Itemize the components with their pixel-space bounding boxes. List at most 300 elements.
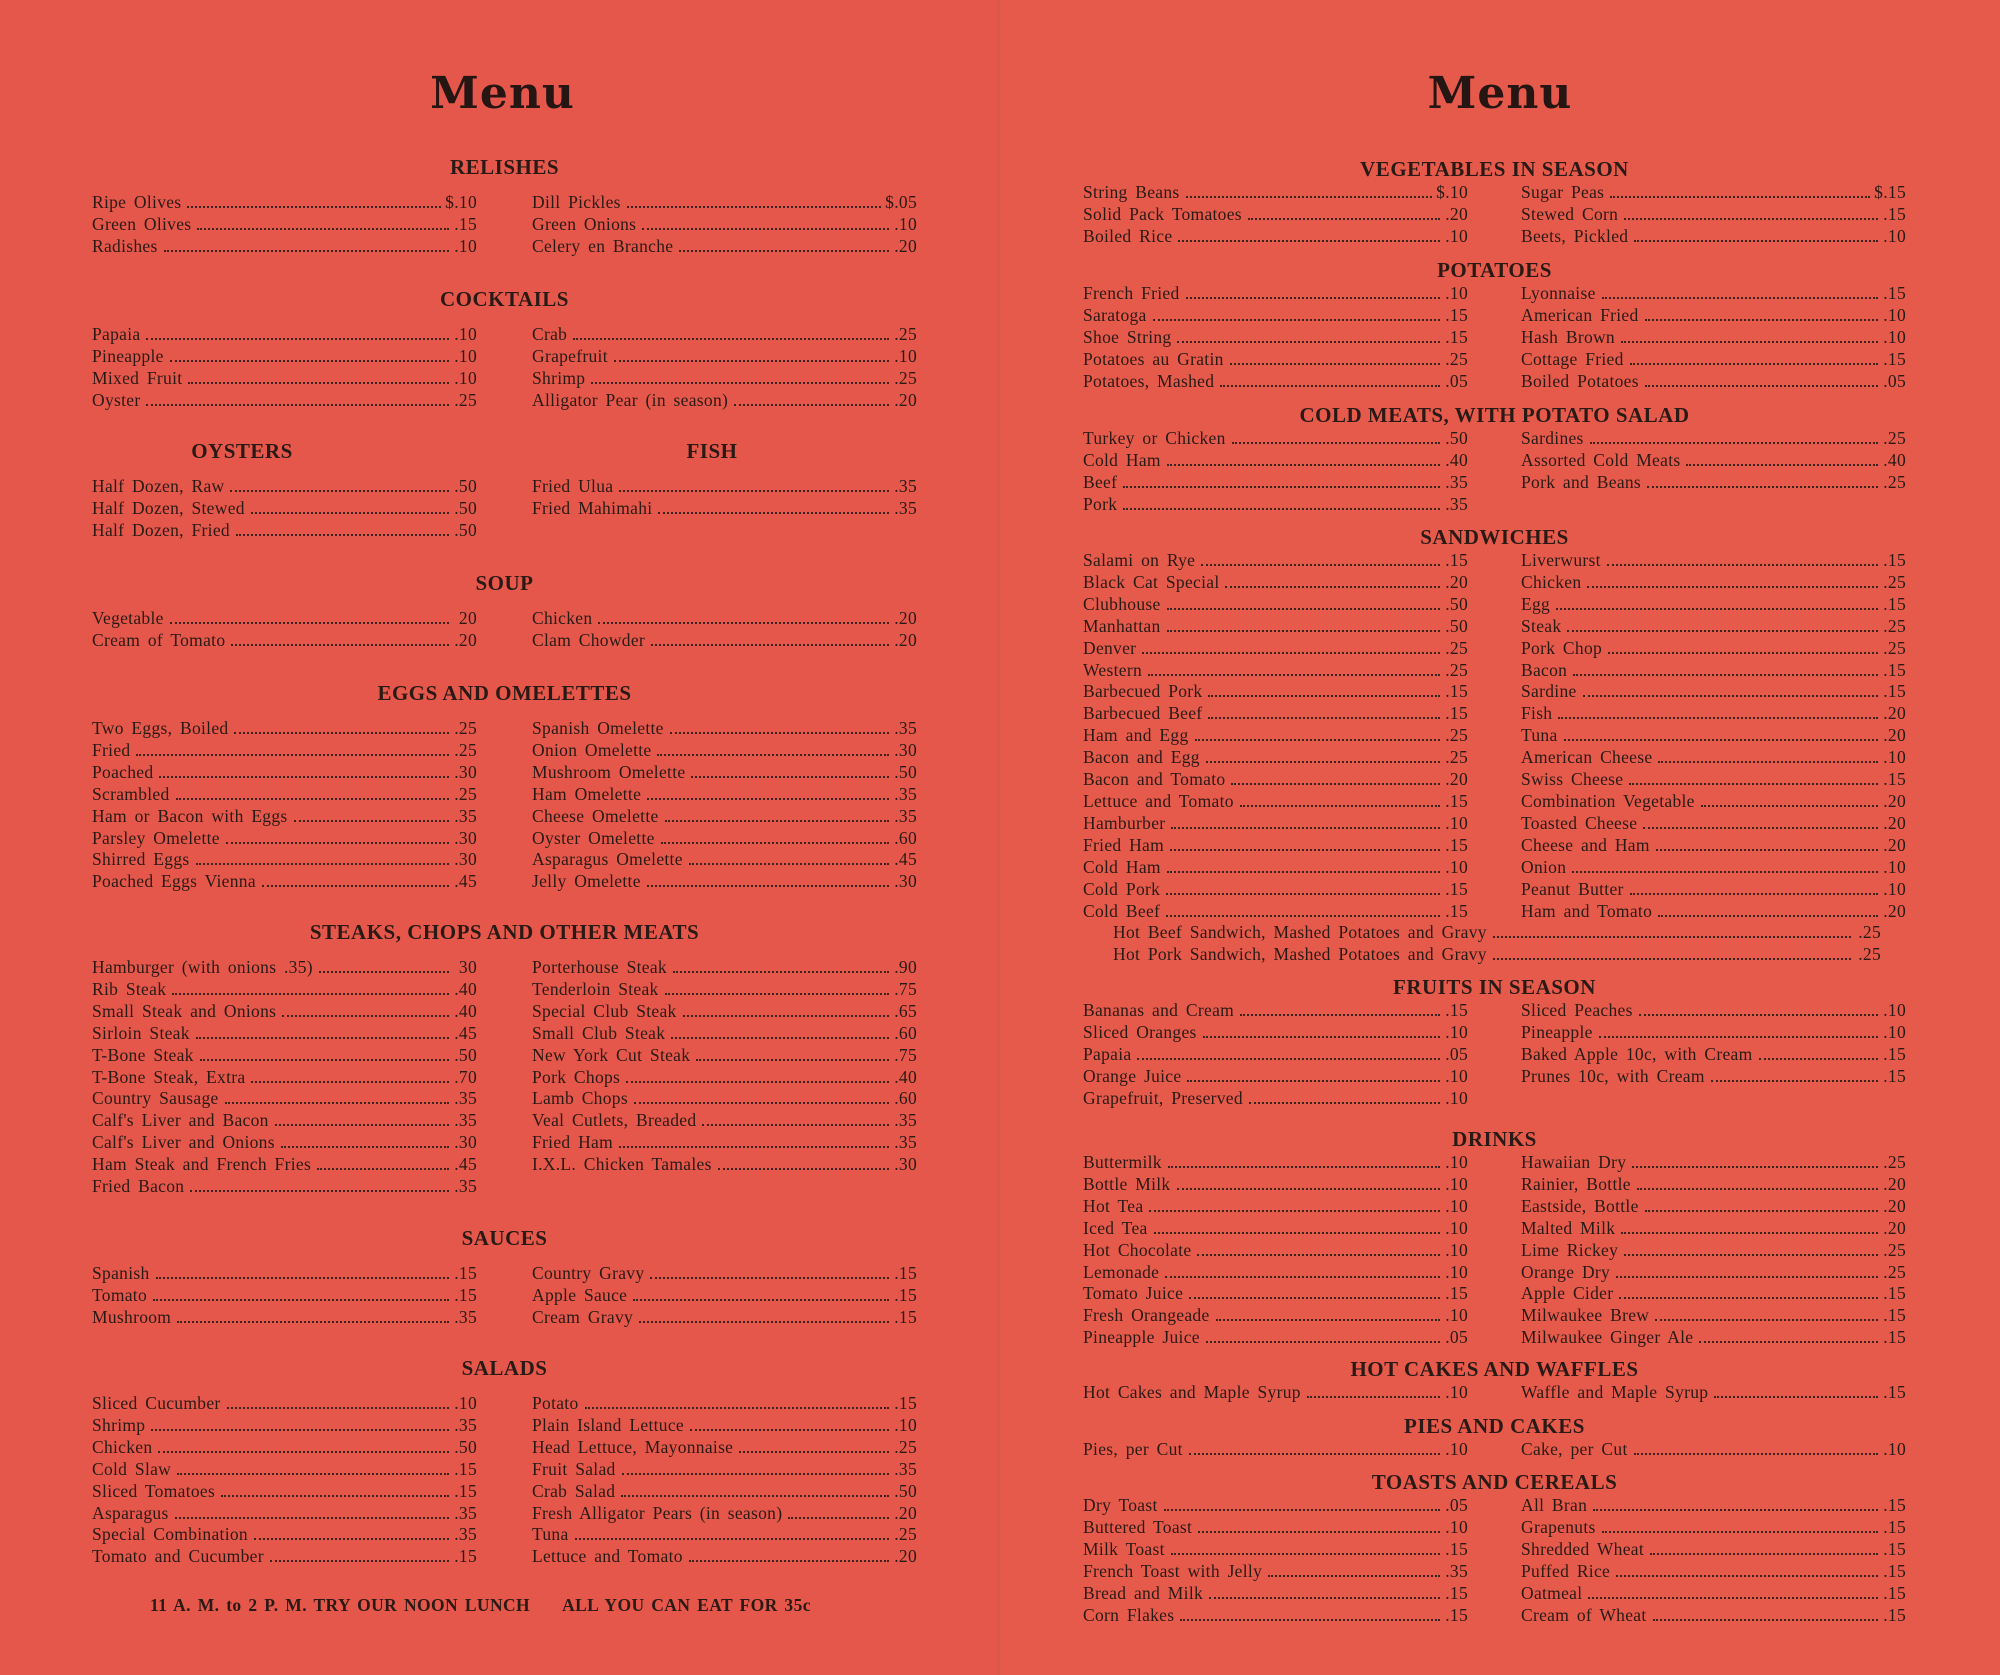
- item-name: Small Club Steak: [532, 1022, 666, 1043]
- item-price: .15: [894, 1263, 917, 1283]
- dot-leader: [1556, 608, 1878, 610]
- dot-leader: [1167, 464, 1440, 466]
- item-price: .35: [894, 497, 917, 518]
- menu-item: [532, 1524, 917, 1546]
- menu-item: [92, 784, 477, 806]
- item-price: .15: [454, 1284, 477, 1305]
- item-price: .15: [1445, 1604, 1468, 1625]
- menu-item: [1521, 1240, 1906, 1262]
- dot-leader: [673, 971, 889, 973]
- menu-item: [1083, 283, 1468, 305]
- item-name: Hamburber: [1083, 812, 1166, 833]
- item-price: .15: [894, 1284, 917, 1305]
- item-price: .50: [894, 1480, 917, 1501]
- item-price: .20: [1883, 834, 1906, 855]
- item-name: Grapenuts: [1521, 1516, 1596, 1537]
- item-price: .10: [1883, 1439, 1906, 1459]
- item-price: .40: [1883, 449, 1906, 470]
- item-price: .15: [454, 1546, 477, 1567]
- menu-item: [1521, 182, 1906, 204]
- dot-leader: [1593, 1509, 1878, 1511]
- item-name: Rib Steak: [92, 978, 167, 999]
- menu-item: [532, 1263, 917, 1285]
- item-price: .15: [1883, 659, 1906, 680]
- item-price: .15: [1883, 348, 1906, 369]
- dot-leader: [642, 228, 889, 230]
- menu-item: [1521, 550, 1906, 572]
- dot-leader: [1189, 1453, 1440, 1455]
- item-name: Ham and Tomato: [1521, 900, 1653, 921]
- item-price: .10: [1883, 1000, 1906, 1020]
- item-name: Scrambled: [92, 783, 170, 804]
- item-name: Clam Chowder: [532, 629, 646, 650]
- item-column: [1521, 1495, 1906, 1626]
- dot-leader: [702, 1124, 889, 1126]
- menu-item: [92, 1285, 477, 1307]
- menu-item: [1521, 879, 1906, 901]
- menu-item: [1521, 791, 1906, 813]
- dot-leader: [1608, 652, 1878, 654]
- menu-item: [1521, 1044, 1906, 1066]
- menu-item: [1521, 594, 1906, 616]
- dot-leader: [1220, 385, 1440, 387]
- dot-leader: [1240, 805, 1440, 807]
- item-name: Bananas and Cream: [1083, 1000, 1235, 1020]
- item-price: .35: [894, 476, 917, 496]
- item-price: .20: [454, 629, 477, 650]
- dot-leader: [1573, 674, 1878, 676]
- dot-leader: [1170, 849, 1440, 851]
- item-price: .40: [894, 1066, 917, 1087]
- menu-item: [1083, 349, 1468, 371]
- menu-item: [1521, 813, 1906, 835]
- item-price: .05: [1445, 1327, 1468, 1348]
- menu-item: [532, 1437, 917, 1459]
- item-price: .20: [894, 629, 917, 650]
- item-price: .35: [894, 1132, 917, 1153]
- item-name: Fresh Alligator Pears (in season): [532, 1502, 783, 1523]
- item-name: Tomato Juice: [1083, 1283, 1184, 1304]
- dot-leader: [1123, 508, 1440, 510]
- item-price: .10: [1445, 283, 1468, 303]
- item-name: Lyonnaise: [1521, 283, 1596, 303]
- item-price: .15: [1883, 1043, 1906, 1064]
- item-name: Chicken: [92, 1436, 153, 1457]
- item-name: Half Dozen, Stewed: [92, 497, 245, 518]
- menu-item: [1083, 1196, 1468, 1218]
- menu-item: [92, 1110, 477, 1132]
- menu-item: [1521, 857, 1906, 879]
- menu-item: [92, 1481, 477, 1503]
- item-price: .35: [1445, 1560, 1468, 1581]
- item-name: Onion: [1521, 856, 1567, 877]
- section-heading: COCKTAILS: [440, 287, 569, 311]
- item-price: .20: [1883, 790, 1906, 811]
- menu-item: [532, 1067, 917, 1089]
- menu-item: [1083, 769, 1468, 791]
- menu-item: [532, 762, 917, 784]
- dot-leader: [1588, 1597, 1878, 1599]
- item-price: .50: [454, 1044, 477, 1065]
- item-price: .10: [1445, 1305, 1468, 1326]
- item-price: .20: [894, 389, 917, 410]
- dot-leader: [1645, 385, 1878, 387]
- item-price: .25: [1883, 1261, 1906, 1282]
- dot-leader: [647, 798, 889, 800]
- item-price: .50: [454, 476, 477, 496]
- item-price: .20: [1883, 1195, 1906, 1216]
- dot-leader: [1632, 1166, 1878, 1168]
- item-price: .05: [1445, 1495, 1468, 1515]
- dot-leader: [689, 863, 889, 865]
- section-hotcakes: [1083, 1357, 1906, 1404]
- item-price: .35: [1445, 471, 1468, 492]
- item-name: Oyster: [92, 389, 141, 410]
- menu-item: [532, 1088, 917, 1110]
- dot-leader: [622, 1473, 889, 1475]
- menu-item: [1521, 226, 1906, 248]
- dot-leader: [1148, 674, 1440, 676]
- menu-item: [1083, 660, 1468, 682]
- dot-leader: [1137, 1058, 1440, 1060]
- dot-leader: [1153, 319, 1440, 321]
- dot-leader: [1208, 717, 1440, 719]
- item-name: New York Cut Steak: [532, 1044, 691, 1065]
- section-heading: EGGS AND OMELETTES: [377, 681, 632, 705]
- dot-leader: [690, 1429, 889, 1431]
- dot-leader: [1714, 1396, 1878, 1398]
- menu-item: [1083, 1174, 1468, 1196]
- menu-item: [1083, 428, 1468, 450]
- dot-leader: [598, 622, 889, 624]
- menu-item: [532, 1132, 917, 1154]
- dot-leader: [658, 512, 889, 514]
- item-price: .70: [454, 1066, 477, 1087]
- item-price: .15: [1883, 550, 1906, 570]
- dot-leader: [1493, 958, 1851, 960]
- menu-title-left: Menu: [430, 68, 575, 119]
- item-column: [532, 1263, 917, 1329]
- dot-leader: [585, 1407, 889, 1409]
- item-price: 20: [458, 608, 477, 628]
- dot-leader: [1216, 1319, 1440, 1321]
- menu-item: [1521, 1305, 1906, 1327]
- item-name: Shirred Eggs: [92, 849, 190, 870]
- menu-item: [1083, 1305, 1468, 1327]
- menu-item: [92, 476, 477, 498]
- item-name: Stewed Corn: [1521, 203, 1619, 224]
- item-price: .25: [454, 783, 477, 804]
- item-name: Veal Cutlets, Breaded: [532, 1110, 697, 1131]
- dot-leader: [294, 820, 449, 822]
- menu-item: [1521, 1495, 1906, 1517]
- menu-item: [532, 806, 917, 828]
- menu-item: [1083, 1088, 1468, 1110]
- item-name: Bread and Milk: [1083, 1582, 1204, 1603]
- item-name: Onion Omelette: [532, 739, 652, 760]
- item-name: Potato: [532, 1393, 579, 1413]
- item-column: [1521, 283, 1906, 393]
- menu-item: [1521, 1283, 1906, 1305]
- dot-leader: [1621, 1232, 1878, 1234]
- item-column: [532, 957, 917, 1198]
- item-price: .35: [454, 1414, 477, 1435]
- dot-leader: [1607, 564, 1878, 566]
- item-name: Fruit Salad: [532, 1458, 616, 1479]
- item-name: Sliced Oranges: [1083, 1021, 1197, 1042]
- item-price: $.10: [1436, 182, 1468, 202]
- menu-item: [532, 630, 917, 652]
- menu-item: [1083, 1218, 1468, 1240]
- menu-item: [92, 1154, 477, 1176]
- dot-leader: [665, 820, 889, 822]
- menu-item: [1521, 371, 1906, 393]
- dot-leader: [196, 1037, 449, 1039]
- menu-item: [1083, 725, 1468, 747]
- item-column: [1083, 1382, 1468, 1404]
- item-name: Rainier, Bottle: [1521, 1173, 1631, 1194]
- item-name: Mixed Fruit: [92, 367, 183, 388]
- item-price: .25: [1858, 944, 1881, 965]
- menu-item: [92, 324, 477, 346]
- item-price: .10: [1883, 304, 1906, 325]
- item-name: Mushroom: [92, 1306, 172, 1327]
- menu-item: [92, 1023, 477, 1045]
- dot-leader: [1165, 1276, 1440, 1278]
- item-name: Alligator Pear (in season): [532, 389, 729, 410]
- section-cold-meats: [1083, 403, 1906, 516]
- dot-leader: [251, 512, 449, 514]
- section-salads: [92, 1356, 917, 1568]
- menu-item: [532, 740, 917, 762]
- dot-leader: [196, 863, 450, 865]
- item-name: All Bran: [1521, 1495, 1588, 1515]
- dot-leader: [619, 1146, 889, 1148]
- section-heading: TOASTS AND CEREALS: [1371, 1470, 1618, 1494]
- menu-item: [92, 368, 477, 390]
- menu-item: [1083, 305, 1468, 327]
- item-price: .35: [454, 1502, 477, 1523]
- dot-leader: [683, 1015, 889, 1017]
- menu-item: [1521, 835, 1906, 857]
- item-price: .35: [894, 718, 917, 738]
- item-name: Grapefruit: [532, 345, 608, 366]
- item-price: .20: [1883, 725, 1906, 746]
- item-price: .15: [1445, 550, 1468, 570]
- menu-item: [1083, 1495, 1468, 1517]
- item-name: Fried Mahimahi: [532, 497, 653, 518]
- dot-leader: [1711, 1080, 1878, 1082]
- item-column: [1113, 922, 1881, 966]
- item-price: $.05: [885, 192, 917, 212]
- menu-item: [1083, 681, 1468, 703]
- item-price: .10: [1445, 812, 1468, 833]
- item-price: .15: [1445, 1000, 1468, 1020]
- item-name: Bacon: [1521, 659, 1568, 680]
- item-name: Poached: [92, 761, 154, 782]
- menu-item: [1083, 1539, 1468, 1561]
- footer-offer: ALL YOU CAN EAT FOR 35c: [562, 1595, 811, 1615]
- item-name: Tuna: [1521, 725, 1558, 746]
- item-name: Sliced Peaches: [1521, 1000, 1633, 1020]
- dot-leader: [661, 842, 889, 844]
- item-name: Fish: [1521, 703, 1553, 724]
- dot-leader: [1650, 1553, 1878, 1555]
- item-price: .25: [1883, 571, 1906, 592]
- item-column: [1521, 428, 1906, 516]
- dot-leader: [1701, 805, 1878, 807]
- item-name: Calf's Liver and Bacon: [92, 1110, 269, 1131]
- menu-item: [1083, 879, 1468, 901]
- menu-item: [1083, 747, 1468, 769]
- item-name: Mushroom Omelette: [532, 761, 686, 782]
- dot-leader: [188, 382, 449, 384]
- dot-leader: [1249, 1102, 1440, 1104]
- item-column: [1083, 1439, 1468, 1461]
- dot-leader: [691, 776, 889, 778]
- item-name: Cheese and Ham: [1521, 834, 1650, 855]
- item-price: .25: [454, 389, 477, 410]
- menu-item: [1083, 550, 1468, 572]
- menu-item: [1521, 1022, 1906, 1044]
- item-name: Green Onions: [532, 213, 637, 234]
- item-price: .25: [1883, 637, 1906, 658]
- item-price: .15: [1883, 593, 1906, 614]
- item-price: .15: [1445, 1538, 1468, 1559]
- menu-item: [1521, 1517, 1906, 1539]
- dot-leader: [1230, 363, 1440, 365]
- item-price: .35: [454, 1088, 477, 1109]
- item-name: American Fried: [1521, 304, 1639, 325]
- item-name: Salami on Rye: [1083, 550, 1196, 570]
- menu-item: [1083, 1327, 1468, 1349]
- item-name: Pineapple Juice: [1083, 1327, 1200, 1348]
- item-name: Cold Beef: [1083, 900, 1161, 921]
- menu-item: [1083, 594, 1468, 616]
- item-name: Sliced Cucumber: [92, 1393, 221, 1413]
- item-price: .35: [454, 1524, 477, 1545]
- item-column: [1521, 182, 1906, 248]
- section-vegetables: [1083, 157, 1906, 248]
- dot-leader: [1164, 1509, 1440, 1511]
- dot-leader: [1209, 1597, 1440, 1599]
- item-price: .20: [894, 1502, 917, 1523]
- item-price: .10: [1883, 747, 1906, 768]
- item-price: .30: [894, 739, 917, 760]
- menu-item: [1083, 1605, 1468, 1627]
- item-name: Poached Eggs Vienna: [92, 871, 256, 892]
- dot-leader: [281, 1146, 449, 1148]
- item-price: .10: [1445, 1173, 1468, 1194]
- item-name: Buttered Toast: [1083, 1516, 1193, 1537]
- item-name: Boiled Potatoes: [1521, 370, 1639, 391]
- item-name: Hamburger (with onions .35): [92, 957, 313, 977]
- item-price: .15: [1883, 1065, 1906, 1086]
- item-price: .50: [454, 519, 477, 540]
- item-price: .25: [894, 1524, 917, 1545]
- item-column: [1521, 1152, 1906, 1349]
- item-price: .15: [1445, 1283, 1468, 1304]
- item-name: Lettuce and Tomato: [1083, 790, 1234, 811]
- menu-item: [532, 718, 917, 740]
- dot-leader: [270, 1560, 449, 1562]
- item-name: Lamb Chops: [532, 1088, 628, 1109]
- item-name: Vegetable: [92, 608, 164, 628]
- item-price: .30: [454, 827, 477, 848]
- dot-leader: [221, 1495, 449, 1497]
- item-name: Combination Vegetable: [1521, 790, 1695, 811]
- dot-leader: [1248, 218, 1440, 220]
- item-name: Saratoga: [1083, 304, 1147, 325]
- item-price: .10: [894, 1414, 917, 1435]
- item-column: [1521, 1439, 1906, 1461]
- item-name: Asparagus Omelette: [532, 849, 683, 870]
- menu-item: [1521, 1539, 1906, 1561]
- dot-leader: [1639, 1014, 1878, 1016]
- item-price: .10: [1445, 856, 1468, 877]
- menu-item: [1083, 835, 1468, 857]
- menu-item: [1521, 769, 1906, 791]
- item-name: Crab Salad: [532, 1480, 616, 1501]
- menu-item: [1083, 450, 1468, 472]
- menu-item: [92, 1263, 477, 1285]
- dot-leader: [1599, 1036, 1878, 1038]
- dot-leader: [226, 842, 449, 844]
- item-name: Cheese Omelette: [532, 805, 659, 826]
- dot-leader: [177, 1473, 449, 1475]
- dot-leader: [1232, 442, 1440, 444]
- dot-leader: [1616, 1276, 1878, 1278]
- item-name: Shoe String: [1083, 326, 1172, 347]
- menu-item: [1083, 371, 1468, 393]
- dot-leader: [1583, 695, 1878, 697]
- menu-item: [1083, 1000, 1468, 1022]
- menu-item: [92, 520, 477, 542]
- dot-leader: [1624, 218, 1878, 220]
- menu-item: [532, 784, 917, 806]
- menu-item: [532, 871, 917, 893]
- dot-leader: [1621, 341, 1878, 343]
- dot-leader: [1590, 442, 1878, 444]
- menu-item: [1521, 681, 1906, 703]
- menu-item: [92, 806, 477, 828]
- item-price: .10: [1883, 878, 1906, 899]
- item-column: [1521, 550, 1906, 922]
- item-name: Hot Chocolate: [1083, 1239, 1192, 1260]
- dot-leader: [1203, 1036, 1440, 1038]
- menu-item: [1521, 1561, 1906, 1583]
- menu-item: [1083, 1517, 1468, 1539]
- menu-item: [92, 740, 477, 762]
- item-price: .10: [894, 345, 917, 366]
- item-name: Half Dozen, Raw: [92, 476, 225, 496]
- item-name: Clubhouse: [1083, 593, 1161, 614]
- menu-item: [1521, 572, 1906, 594]
- dot-leader: [177, 1321, 449, 1323]
- dot-leader: [1268, 1575, 1440, 1577]
- menu-item: [1521, 204, 1906, 226]
- item-name: Fried Ulua: [532, 476, 614, 496]
- item-price: .25: [1445, 725, 1468, 746]
- dot-leader: [1189, 1297, 1440, 1299]
- item-price: .15: [1883, 1495, 1906, 1515]
- item-name: Celery en Branche: [532, 235, 674, 256]
- item-name: Steak: [1521, 615, 1562, 636]
- item-price: .25: [1883, 615, 1906, 636]
- dot-leader: [187, 206, 441, 208]
- menu-item: [92, 1001, 477, 1023]
- item-price: .10: [1883, 326, 1906, 347]
